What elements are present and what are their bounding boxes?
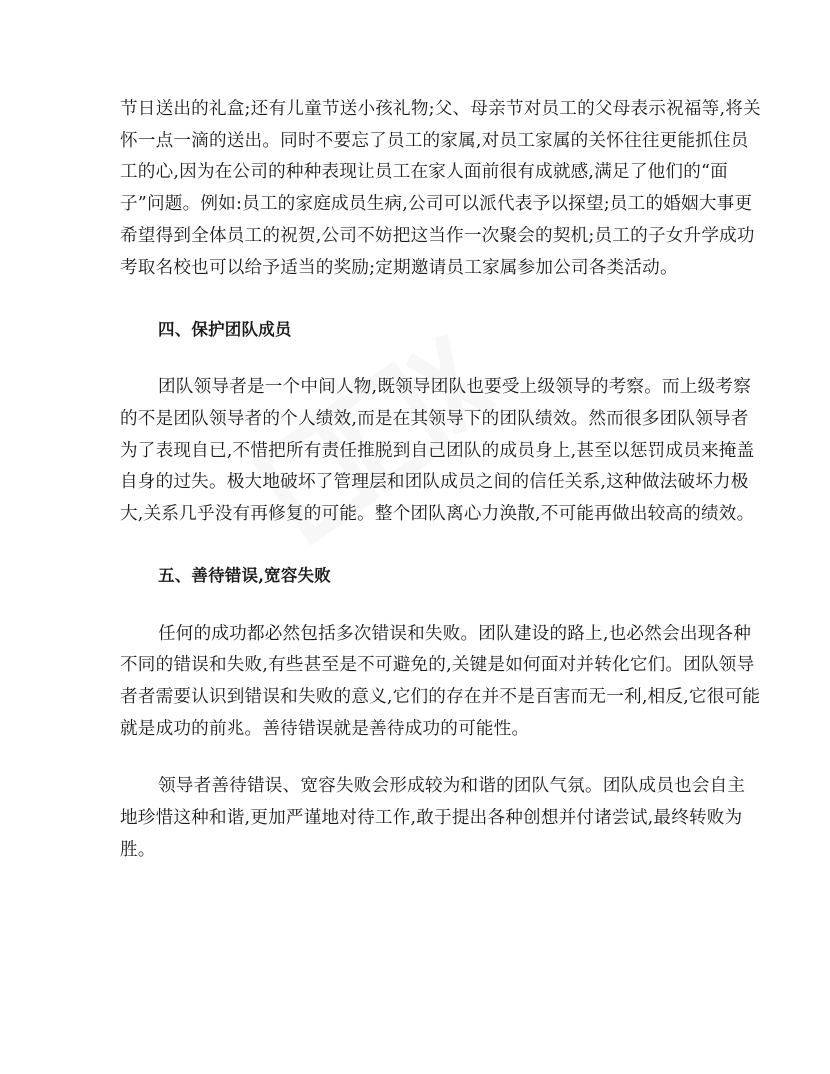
section-5-p2-line-2: 地珍惜这种和谐,更加严谨地对待工作,敢于提出各种创想并付诸尝试,最终转败为 (120, 808, 743, 828)
intro-line-3: 工的心,因为在公司的种种表现让员工在家人面前很有成就感,满足了他们的“面 (120, 162, 728, 182)
intro-line-2: 怀一点一滴的送出。同时不要忘了员工的家属,对员工家属的关怀往往更能抓住员 (120, 131, 749, 151)
section-4-line-3: 为了表现自已,不惜把所有责任推脱到自己团队的成员身上,甚至以惩罚成员来掩盖 (120, 441, 755, 461)
section-5-heading: 五、善待错误,宽容失败 (158, 566, 331, 585)
intro-line-5: 希望得到全体员工的祝贺,公司不妨把这当作一次聚会的契机;员工的子女升学成功 (120, 226, 755, 246)
section-5-p1-line-4: 就是成功的前兆。善待错误就是善待成功的可能性。 (120, 719, 530, 739)
section-4-line-4: 自身的过失。极大地破坏了管理层和团队成员之间的信任关系,这种做法破坏力极 (120, 472, 749, 492)
section-4-line-1: 团队领导者是一个中间人物,既领导团队也要受上级领导的考察。而上级考察 (158, 377, 751, 397)
section-5-p1-line-1: 任何的成功都必然包括多次错误和失败。团队建设的路上,也必然会出现各种 (158, 624, 751, 644)
intro-line-1: 节日送出的礼盒;还有儿童节送小孩礼物;父、母亲节对员工的父母表示祝福等,将关 (120, 99, 761, 119)
section-5-p1-line-3: 者者需要认识到错误和失败的意义,它们的存在并不是百害而无一利,相反,它很可能 (120, 687, 761, 707)
intro-line-6: 考取名校也可以给予适当的奖励;定期邀请员工家属参加公司各类活动。 (120, 258, 678, 278)
section-5-p1-line-2: 不同的错误和失败,有些甚至是不可避免的,关键是如何面对并转化它们。团队领导 (120, 655, 755, 675)
section-5-p2-line-1: 领导者善待错误、宽容失败会形成较为和谐的团队气氛。团队成员也会自主 (158, 776, 746, 796)
section-4-line-2: 的不是团队领导者的个人绩效,而是在其领导下的团队绩效。然而很多团队领导者 (120, 409, 749, 429)
section-4-heading: 四、保护团队成员 (158, 320, 292, 339)
section-5-p2-line-3: 胜。 (120, 840, 156, 860)
section-4-line-5: 大,关系几乎没有再修复的可能。整个团队离心力涣散,不可能再做出较高的绩效。 (120, 504, 755, 524)
intro-line-4: 子”问题。例如:员工的家庭成员生病,公司可以派代表予以探望;员工的婚姻大事更 (120, 194, 753, 214)
